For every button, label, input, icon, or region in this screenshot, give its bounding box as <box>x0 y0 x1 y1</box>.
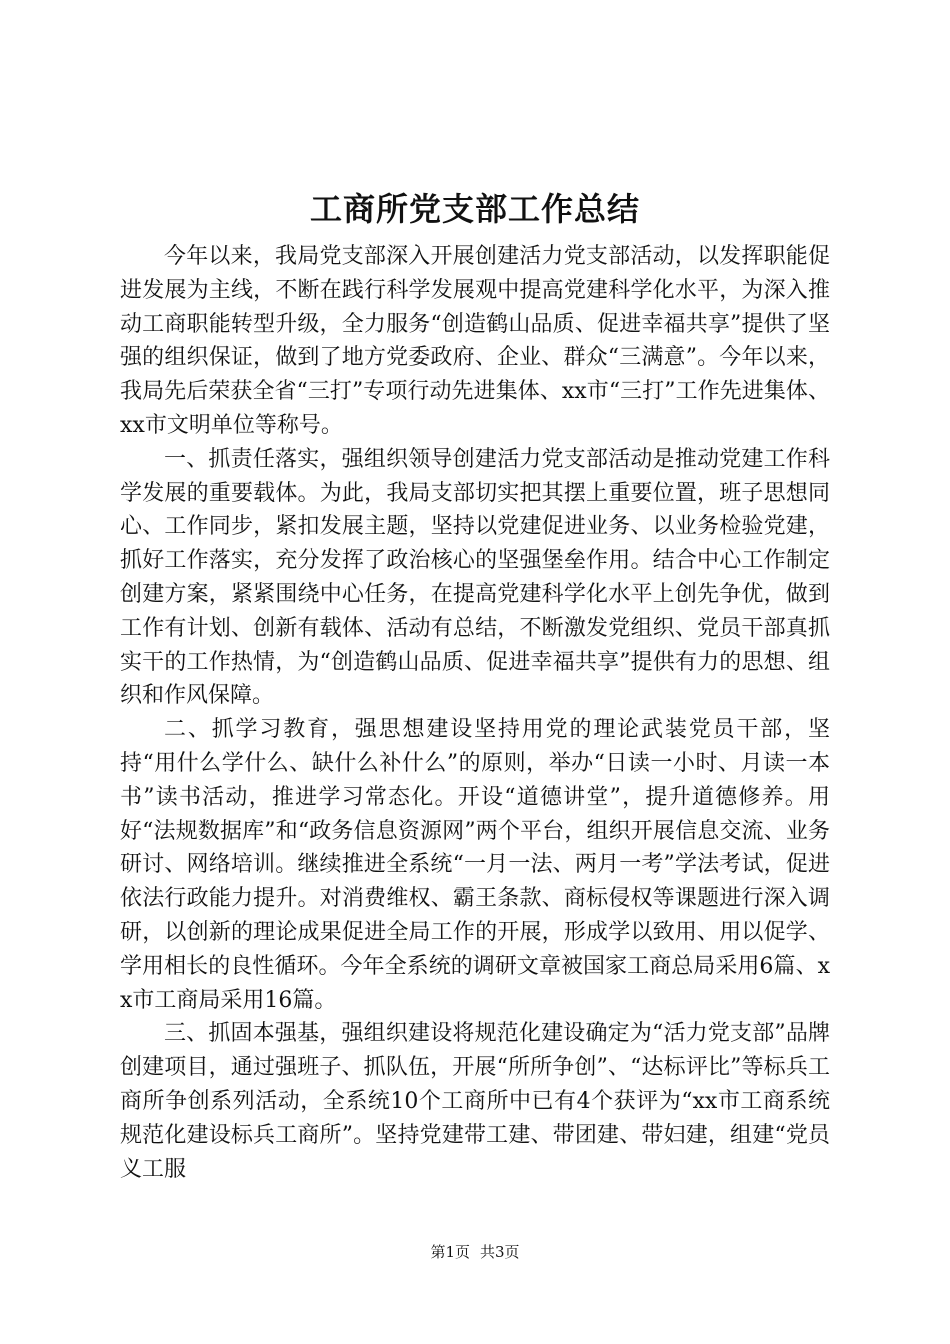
page-total: 共3页 <box>480 1243 520 1261</box>
paragraph-intro: 今年以来，我局党支部深入开展创建活力党支部活动，以发挥职能促进发展为主线，不断在践行科学发展观中提高党建科学化水平，为深入推动工商职能转型升级，全力服务“创造鹤山品质、促进幸福共享”提供了坚强的组织保证，做到了地方党委政府、企业、群众“三满意”。今年以来，我局先后荣获全省“三打”专项行动先进集体、xx市“三打”工作先进集体、xx市文明单位等称号。 <box>120 244 830 438</box>
document-body <box>120 240 830 1186</box>
document-title: 工商所党支部工作总结 <box>309 190 640 228</box>
page-number: 第1页 <box>430 1243 470 1261</box>
paragraph-section-1: 一、抓责任落实，强组织领导创建活力党支部活动是推动党建工作科学发展的重要载体。为此，我局支部切实把其摆上重要位置，班子思想同心、工作同步，紧扣发展主题，坚持以党建促进业务、以业务检验党建，抓好工作落实，充分发挥了政治核心的坚强堡垒作用。结合中心工作制定创建方案，紧紧围绕中心任务，在提高党建科学化水平上创先争优，做到工作有计划、创新有载体、活动有总结，不断激发党组织、党员干部真抓实干的工作热情，为“创造鹤山品质、促进幸福共享”提供有力的思想、组织和作风保障。 <box>120 446 830 709</box>
paragraph-section-3: 三、抓固本强基，强组织建设将规范化建设确定为“活力党支部”品牌创建项目，通过强班子、抓队伍，开展“所所争创”、“达标评比”等标兵工商所争创系列活动，全系统10个工商所中已有4个获评为“xx市工商系统规范化建设标兵工商所”。坚持党建带工建、带团建、带妇建，组建“党员义工服 <box>120 1021 830 1182</box>
paragraph-section-2: 二、抓学习教育，强思想建设坚持用党的理论武装党员干部，坚持“用什么学什么、缺什么补什么”的原则，举办“日读一小时、月读一本书”读书活动，推进学习常态化。开设“道德讲堂”，提升道德修养。用好“法规数据库”和“政务信息资源网”两个平台，组织开展信息交流、业务研讨、网络培训。继续推进全系统“一月一法、两月一考”学法考试，促进依法行政能力提升。对消费维权、霸王条款、商标侵权等课题进行深入调研，以创新的理论成果促进全局工作的开展，形成学以致用、用以促学、学用相长的良性循环。今年全系统的调研文章被国家工商总局采用6篇、xx市工商局采用16篇。 <box>120 717 830 1013</box>
page-footer <box>0 1242 950 1262</box>
